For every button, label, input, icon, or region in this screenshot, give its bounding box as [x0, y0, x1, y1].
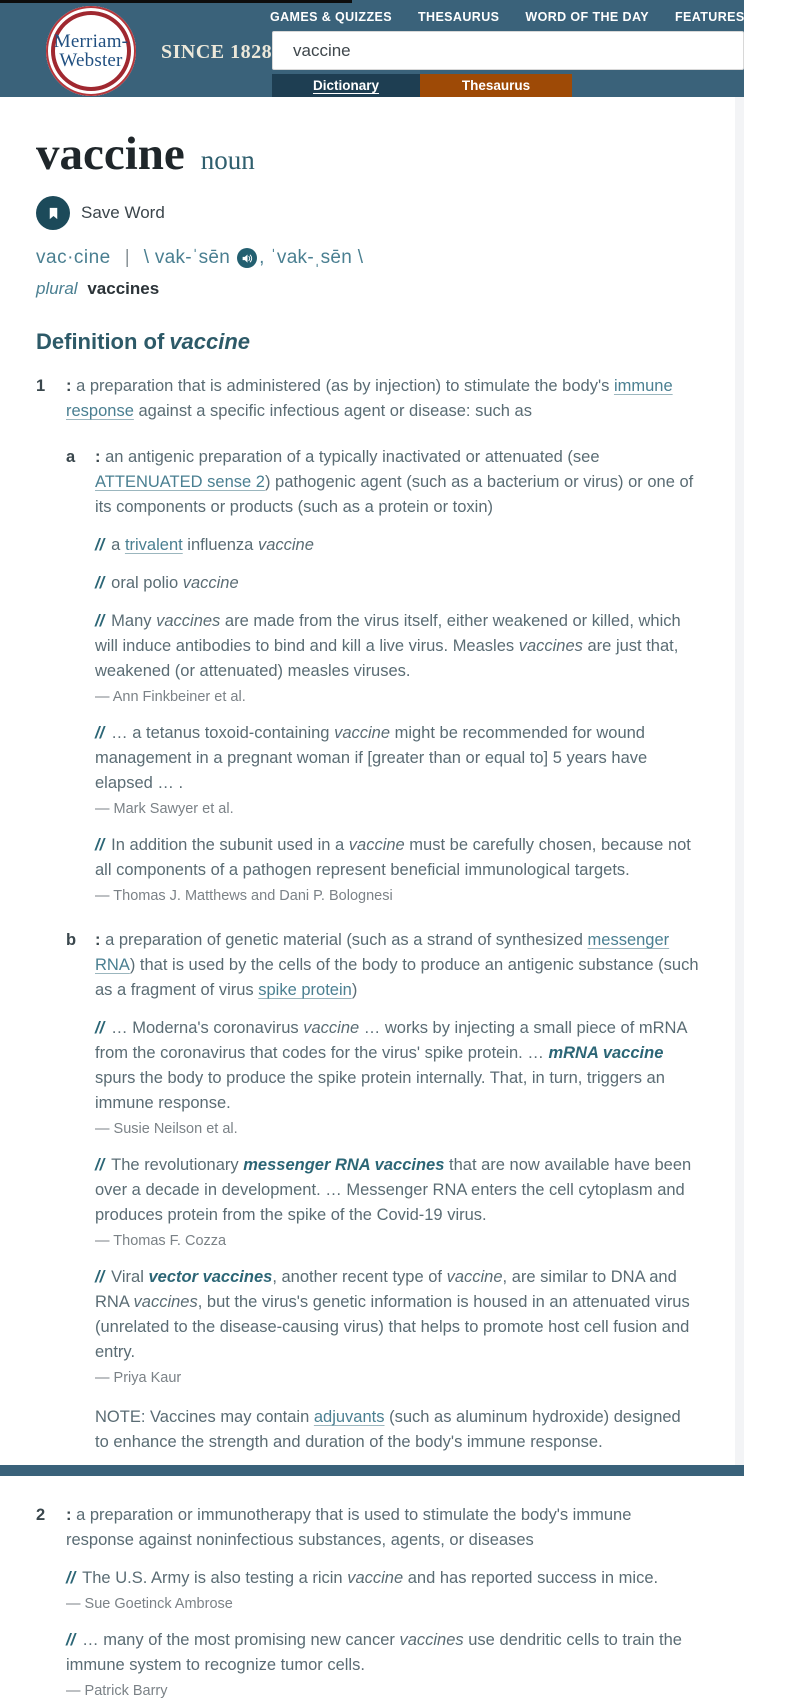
text-segment: vaccine — [334, 724, 391, 742]
example-marker: // — [95, 1156, 105, 1174]
text-segment: are just that, weakened (or attenuated) measles viruses. — [95, 637, 679, 680]
text-segment: NOTE: Vaccines may contain — [95, 1408, 314, 1426]
plural-word: vaccines — [87, 279, 160, 298]
text-segment: … Moderna's coronavirus — [111, 1019, 304, 1037]
usage-example — [95, 1016, 699, 1140]
logo-line1: Merriam- — [53, 31, 129, 52]
example-attribution: — Thomas J. Matthews and Dani P. Bolognesi — [95, 888, 393, 904]
example-attribution: — Patrick Barry — [66, 1683, 168, 1699]
example-marker: // — [95, 612, 105, 630]
example-text — [95, 1265, 699, 1365]
sense-definition — [95, 445, 699, 520]
example-attribution: — Sue Goetinck Ambrose — [66, 1596, 233, 1612]
sense-definition — [66, 1503, 699, 1553]
usage-example — [66, 1566, 699, 1615]
text-segment: messenger RNA vaccines — [243, 1156, 445, 1174]
example-marker: // — [95, 536, 105, 554]
example-text — [95, 1016, 699, 1116]
example-attribution: — Priya Kaur — [95, 1370, 182, 1386]
text-segment: spurs the body to produce the spike protein internally. That, in turn, triggers an immune response. — [95, 1069, 665, 1112]
text-link[interactable]: immune response — [66, 377, 673, 420]
subsense-letter: a — [66, 448, 76, 466]
usage-example — [66, 1628, 699, 1702]
text-link[interactable]: adjuvants — [313, 1408, 385, 1426]
text-segment: … a tetanus toxoid-containing — [111, 724, 335, 742]
example-text — [95, 1153, 699, 1228]
text-link[interactable]: spike protein — [258, 981, 352, 999]
text-link[interactable]: trivalent — [124, 536, 183, 554]
example-text — [66, 1628, 699, 1678]
nav-features[interactable]: FEATURES — [674, 10, 745, 24]
text-segment: vaccine — [257, 536, 314, 554]
tab-dictionary[interactable] — [272, 74, 420, 97]
bottom-teal-strip — [0, 1465, 744, 1476]
usage-example — [95, 833, 699, 907]
text-segment: , are similar to DNA and RNA — [95, 1268, 677, 1311]
plural-label: plural — [36, 279, 78, 298]
text-segment: The U.S. Army is also testing a ricin — [82, 1569, 348, 1587]
top-nav — [270, 8, 808, 26]
text-segment: : — [95, 931, 106, 949]
headword-row — [36, 128, 699, 180]
text-segment: influenza — [182, 536, 258, 554]
sense-number: 1 — [36, 377, 46, 395]
nav-thesaurus[interactable]: THESAURUS — [417, 10, 500, 24]
sense-body — [66, 374, 699, 1455]
site-header — [0, 0, 808, 97]
definition-heading-prefix: Definition of — [36, 329, 165, 354]
text-segment: vaccine — [446, 1268, 503, 1286]
top-black-bar — [0, 0, 352, 3]
text-segment: might be recommended for wound management in a pregnant woman if [greater than or equal to] 5 years have elapsed … . — [95, 724, 648, 792]
text-segment: The revolutionary — [111, 1156, 244, 1174]
sense-definition — [95, 928, 699, 1003]
headword: vaccine — [36, 128, 185, 180]
sense — [36, 1503, 699, 1702]
text-segment: and has reported success in mice. — [403, 1569, 659, 1587]
nav-word-of-the-day[interactable]: WORD OF THE DAY — [525, 10, 649, 24]
example-attribution: — Ann Finkbeiner et al. — [95, 689, 246, 705]
text-segment: a preparation that is administered (as by injection) to stimulate the body's — [76, 377, 614, 395]
pronunciation-secondary: , ˈvak-ˌsēn \ — [259, 247, 364, 268]
usage-example — [95, 1265, 699, 1389]
text-segment: … many of the most promising new cancer — [82, 1631, 400, 1649]
text-segment: vaccines — [133, 1293, 198, 1311]
example-attribution: — Susie Neilson et al. — [95, 1121, 238, 1137]
tab-thesaurus[interactable] — [420, 74, 572, 97]
part-of-speech-link[interactable]: noun — [200, 145, 255, 175]
text-segment: vaccines — [518, 637, 583, 655]
subsense-letter: b — [66, 931, 77, 949]
definition-heading — [36, 329, 699, 355]
search-input[interactable] — [272, 31, 744, 70]
logo-line2: Webster — [59, 50, 123, 71]
text-segment: mRNA vaccine — [548, 1044, 664, 1062]
subsense — [66, 928, 699, 1455]
example-marker: // — [95, 1019, 105, 1037]
tab-dictionary-label: Dictionary — [312, 78, 380, 93]
tab-thesaurus-label: Thesaurus — [461, 78, 531, 93]
example-text — [95, 571, 699, 596]
text-segment: : — [95, 448, 106, 466]
text-segment: that are now available have been over a decade in development. … Messenger RNA enters the cell cytoplasm and produces protein from the spike of the Covid-19 virus. — [95, 1156, 692, 1224]
text-segment: : — [66, 1506, 77, 1524]
nav-shop[interactable]: SHOP — [770, 10, 808, 24]
pronunciation-row — [36, 247, 699, 269]
text-segment: Viral — [111, 1268, 149, 1286]
example-marker: // — [95, 724, 105, 742]
text-segment: In addition the subunit used in a — [111, 836, 349, 854]
save-word-button[interactable] — [36, 196, 165, 230]
sense-definition — [66, 374, 699, 424]
text-segment: , another recent type of — [272, 1268, 447, 1286]
search-tabs — [272, 74, 572, 97]
text-segment: : — [66, 377, 77, 395]
text-segment: vaccine — [347, 1569, 404, 1587]
usage-example — [95, 609, 699, 708]
save-word-label: Save Word — [81, 203, 165, 222]
text-segment: , but the virus's genetic information is housed in an attenuated virus (unrelated to the disease-causing virus) that helps to promote host cell fusion and entry. — [95, 1293, 690, 1361]
usage-example — [95, 571, 699, 596]
example-marker: // — [95, 1268, 105, 1286]
example-text — [95, 609, 699, 684]
text-segment: vector vaccines — [148, 1268, 273, 1286]
sense-number: 2 — [36, 1506, 46, 1524]
merriam-webster-logo[interactable] — [46, 6, 136, 96]
example-attribution: — Thomas F. Cozza — [95, 1233, 227, 1249]
text-segment: must be carefully chosen, because not all components of a pathogen represent beneficial immunological targets. — [95, 836, 691, 879]
example-text — [95, 833, 699, 883]
text-link[interactable]: ATTENUATED sense 2 — [95, 473, 265, 491]
subsense — [66, 445, 699, 907]
example-marker: // — [66, 1631, 76, 1649]
text-segment: are made from the virus itself, either weakened or killed, which will induce antibodies to bind and kill a live virus. Measles — [95, 612, 681, 655]
logo-text — [54, 32, 128, 70]
text-segment: vaccines — [156, 612, 221, 630]
usage-example — [95, 721, 699, 820]
text-segment: use dendritic cells to train the immune system to recognize tumor cells. — [66, 1631, 682, 1674]
text-segment: vaccine — [348, 836, 405, 854]
text-segment: vaccine — [303, 1019, 360, 1037]
text-segment: an antigenic preparation of a typically inactivated or attenuated (see — [105, 448, 600, 466]
pronunciation-primary: \ vak-ˈsēn — [143, 247, 231, 268]
example-text — [95, 721, 699, 796]
sense-body — [66, 1503, 699, 1702]
nav-games-quizzes[interactable]: GAMES & QUIZZES — [270, 10, 392, 24]
scrollbar-track[interactable] — [735, 97, 744, 1465]
example-text — [95, 533, 699, 558]
text-segment: ) — [351, 981, 358, 999]
text-segment: Many — [111, 612, 157, 630]
text-segment: ) pathogenic agent (such as a bacterium or virus) or one of its components or products (such as a protein or toxin) — [95, 473, 694, 516]
text-segment: … works by injecting a small piece of mRNA from the coronavirus that codes for the virus' spike protein. … — [95, 1019, 687, 1062]
usage-example — [95, 1153, 699, 1252]
text-segment: oral polio — [111, 574, 183, 592]
usage-example — [95, 533, 699, 558]
definition-heading-word: vaccine — [169, 329, 251, 354]
example-attribution: — Mark Sawyer et al. — [95, 801, 234, 817]
plural-row — [36, 279, 699, 299]
text-link[interactable]: messenger RNA — [95, 931, 670, 974]
bookmark-icon — [36, 196, 70, 230]
example-marker: // — [66, 1569, 76, 1587]
pron-separator: | — [124, 247, 130, 268]
subsense-body — [95, 928, 699, 1455]
text-segment: vaccine — [182, 574, 239, 592]
text-segment: a — [111, 536, 125, 554]
example-marker: // — [95, 574, 105, 592]
text-segment: vaccines — [399, 1631, 464, 1649]
text-segment: ) that is used by the cells of the body to produce an antigenic substance (such as a fragment of virus — [95, 956, 699, 999]
text-segment: a preparation or immunotherapy that is used to stimulate the body's immune response against noninfectious substances, agents, or diseases — [66, 1506, 632, 1549]
audio-play-icon[interactable] — [237, 248, 257, 268]
syllables: vac·cine — [36, 247, 111, 268]
example-marker: // — [95, 836, 105, 854]
example-text — [66, 1566, 699, 1591]
since-1828-label: SINCE 1828 — [161, 41, 273, 63]
text-segment: (such as aluminum hydroxide) designed to enhance the strength and duration of the body's immune response. — [95, 1408, 681, 1451]
sense — [36, 374, 699, 1455]
usage-note — [95, 1405, 699, 1455]
senses-list — [36, 374, 699, 1702]
text-segment: a preparation of genetic material (such as a strand of synthesized — [105, 931, 588, 949]
subsense-body — [95, 445, 699, 907]
text-segment: against a specific infectious agent or disease: such as — [133, 402, 532, 420]
